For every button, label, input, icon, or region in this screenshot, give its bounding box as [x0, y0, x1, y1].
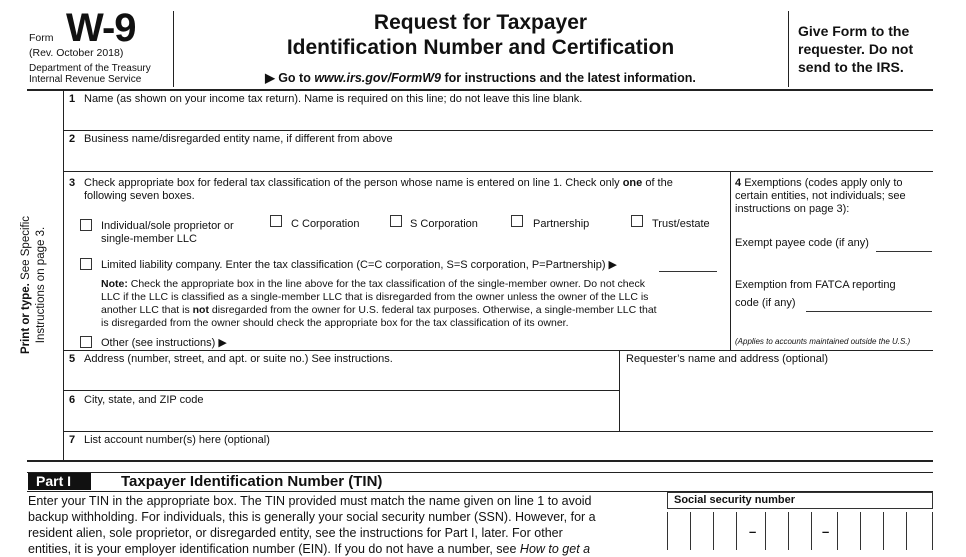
part1-title: Taxpayer Identification Number (TIN): [121, 473, 383, 490]
part1-body-line2: backup withholding. For individuals, this is generally your social security number (SSN). However, for a: [28, 510, 596, 524]
requester-input[interactable]: [622, 367, 932, 429]
partnership-checkbox[interactable]: [511, 215, 523, 227]
ssn-digit-7[interactable]: [860, 512, 884, 550]
line2-number: 2: [69, 133, 76, 145]
line5-rule: [64, 390, 619, 391]
header-divider-right: [788, 11, 789, 87]
line6-number: 6: [69, 394, 76, 406]
fatca-label-2: code (if any): [735, 297, 796, 309]
line6-label: City, state, and ZIP code: [84, 394, 204, 406]
c-corporation-checkbox[interactable]: [270, 215, 282, 227]
exemptions-divider: [730, 171, 731, 350]
header-bottom-rule: [27, 89, 933, 91]
form-word: Form: [29, 32, 54, 44]
revision-date: (Rev. October 2018): [29, 47, 124, 59]
note-line1: [101, 278, 645, 291]
form-title-line1: Request for Taxpayer: [373, 11, 588, 34]
part1-body-line1: Enter your TIN in the appropriate box. The TIN provided must match the name given on line 1 to avoid: [28, 494, 592, 508]
line7-label: List account number(s) here (optional): [84, 434, 270, 446]
ssn-dash-1: –: [749, 524, 757, 539]
line2-label: Business name/disregarded entity name, if different from above: [84, 133, 393, 145]
s-corporation-checkbox[interactable]: [390, 215, 402, 227]
partnership-label: Partnership: [533, 218, 590, 230]
exempt-payee-label: Exempt payee code (if any): [735, 237, 869, 249]
line3-rule: [64, 350, 933, 351]
form-left-border: [63, 90, 64, 460]
line1-label: Name (as shown on your income tax return). Name is required on this line; do not leave this line blank.: [84, 93, 583, 105]
line1-rule: [64, 130, 933, 131]
c-corporation-label: C Corporation: [291, 218, 360, 230]
instructions-link-line: [173, 71, 788, 86]
line1-number: 1: [69, 93, 76, 105]
print-or-type: Print or type.: [20, 283, 32, 355]
irs-url-link[interactable]: www.irs.gov/FormW9: [314, 71, 441, 85]
fatca-label-1: Exemption from FATCA reporting: [735, 279, 896, 291]
line4-label-2: certain entities, not individuals; see: [735, 190, 906, 202]
ssn-digit-8[interactable]: [883, 512, 907, 550]
form-title-line2: Identification Number and Certification: [286, 36, 675, 59]
account-numbers-input[interactable]: [66, 448, 932, 459]
line3-one: one: [622, 177, 643, 189]
requester-divider: [619, 350, 620, 431]
business-name-input[interactable]: [66, 147, 932, 170]
note-line4: is disregarded from the owner should check the appropriate box for the tax classification of its owner.: [101, 317, 569, 329]
give-form-line3: send to the IRS.: [798, 59, 904, 75]
fatca-code-input[interactable]: [806, 298, 932, 312]
note-line2: LLC if the LLC is classified as a single-member LLC that is disregarded from the owner unless the owner of the LLC is: [101, 291, 649, 303]
individual-label-2: single-member LLC: [101, 233, 197, 245]
city-state-zip-input[interactable]: [66, 408, 618, 430]
applies-note: (Applies to accounts maintained outside the U.S.): [735, 337, 911, 346]
form-number: W-9: [66, 6, 136, 50]
side-instructions: [19, 185, 49, 385]
ssn-digit-6[interactable]: [837, 512, 861, 550]
line3-text-b: of the: [642, 177, 673, 189]
see-specific-instructions: See Specific Instructions on page 3.: [20, 215, 47, 344]
line5-number: 5: [69, 353, 76, 365]
department-line2: Internal Revenue Service: [29, 74, 142, 85]
note-text-1: Check the appropriate box in the line above for the tax classification of the single-member owner. Do not check: [127, 278, 645, 290]
line4-text-1: Exemptions (codes apply only to: [744, 177, 903, 189]
ssn-digit-4[interactable]: [765, 512, 789, 550]
individual-checkbox[interactable]: [80, 219, 92, 231]
line3-number: 3: [69, 177, 76, 189]
line3-label-cont: following seven boxes.: [84, 190, 195, 202]
s-corporation-label: S Corporation: [410, 218, 478, 230]
part1-body-line3: resident alien, sole proprietor, or disregarded entity, see the instructions for Part I, later. For other: [28, 526, 563, 540]
ssn-digit-1[interactable]: [667, 512, 691, 550]
ssn-digit-9[interactable]: [906, 512, 933, 550]
llc-classification-input[interactable]: [659, 258, 717, 272]
llc-label: Limited liability company. Enter the tax classification (C=C corporation, S=S corporation, P=Partnership) ▶: [101, 259, 618, 271]
llc-checkbox[interactable]: [80, 258, 92, 270]
ssn-digit-5[interactable]: [788, 512, 812, 550]
give-form-line1: Give Form to the: [798, 23, 910, 39]
department-line1: Department of the Treasury: [29, 63, 151, 74]
note-label: Note:: [101, 278, 128, 290]
ssn-label: Social security number: [674, 494, 796, 506]
ssn-dash-2: –: [822, 524, 830, 539]
line5-label: Address (number, street, and apt. or suite no.) See instructions.: [84, 353, 393, 365]
name-input[interactable]: [66, 106, 932, 130]
line6-rule: [64, 431, 933, 432]
line7-number: 7: [69, 434, 76, 446]
line2-rule: [64, 171, 933, 172]
line3-label: [84, 177, 673, 190]
note-line3: [101, 304, 657, 317]
line4-label-3: instructions on page 3):: [735, 203, 850, 215]
trust-estate-label: Trust/estate: [652, 218, 710, 230]
requester-label: Requester’s name and address (optional): [626, 353, 828, 365]
line7-bottom-rule: [27, 460, 933, 462]
goto-suffix: for instructions and the latest information.: [440, 71, 696, 85]
ssn-digit-3[interactable]: [713, 512, 737, 550]
trust-estate-checkbox[interactable]: [631, 215, 643, 227]
individual-label-1: Individual/sole proprietor or: [101, 220, 234, 232]
ssn-digit-2[interactable]: [690, 512, 714, 550]
line4-number: 4: [735, 177, 742, 189]
how-to-get-link[interactable]: How to get a: [519, 542, 591, 556]
note-text-3b: disregarded from the owner for U.S. federal tax purposes. Otherwise, a single-member LLC that: [208, 304, 657, 316]
exempt-payee-input[interactable]: [876, 238, 932, 252]
address-input[interactable]: [66, 367, 618, 389]
goto-prefix: ▶ Go to: [265, 71, 315, 85]
other-checkbox[interactable]: [80, 336, 92, 348]
part1-label: Part I: [36, 473, 72, 489]
part1-body-4a: entities, it is your employer identification number (EIN). If you do not have a number, see: [28, 542, 520, 556]
line3-text-a: Check appropriate box for federal tax classification of the person whose name is entered on line 1. Check only: [84, 177, 623, 189]
other-label: Other (see instructions) ▶: [101, 337, 227, 349]
note-text-3a: another LLC that is: [101, 304, 193, 316]
note-not: not: [192, 304, 209, 316]
give-form-line2: requester. Do not: [798, 41, 914, 57]
line4-label-1: [735, 177, 903, 190]
